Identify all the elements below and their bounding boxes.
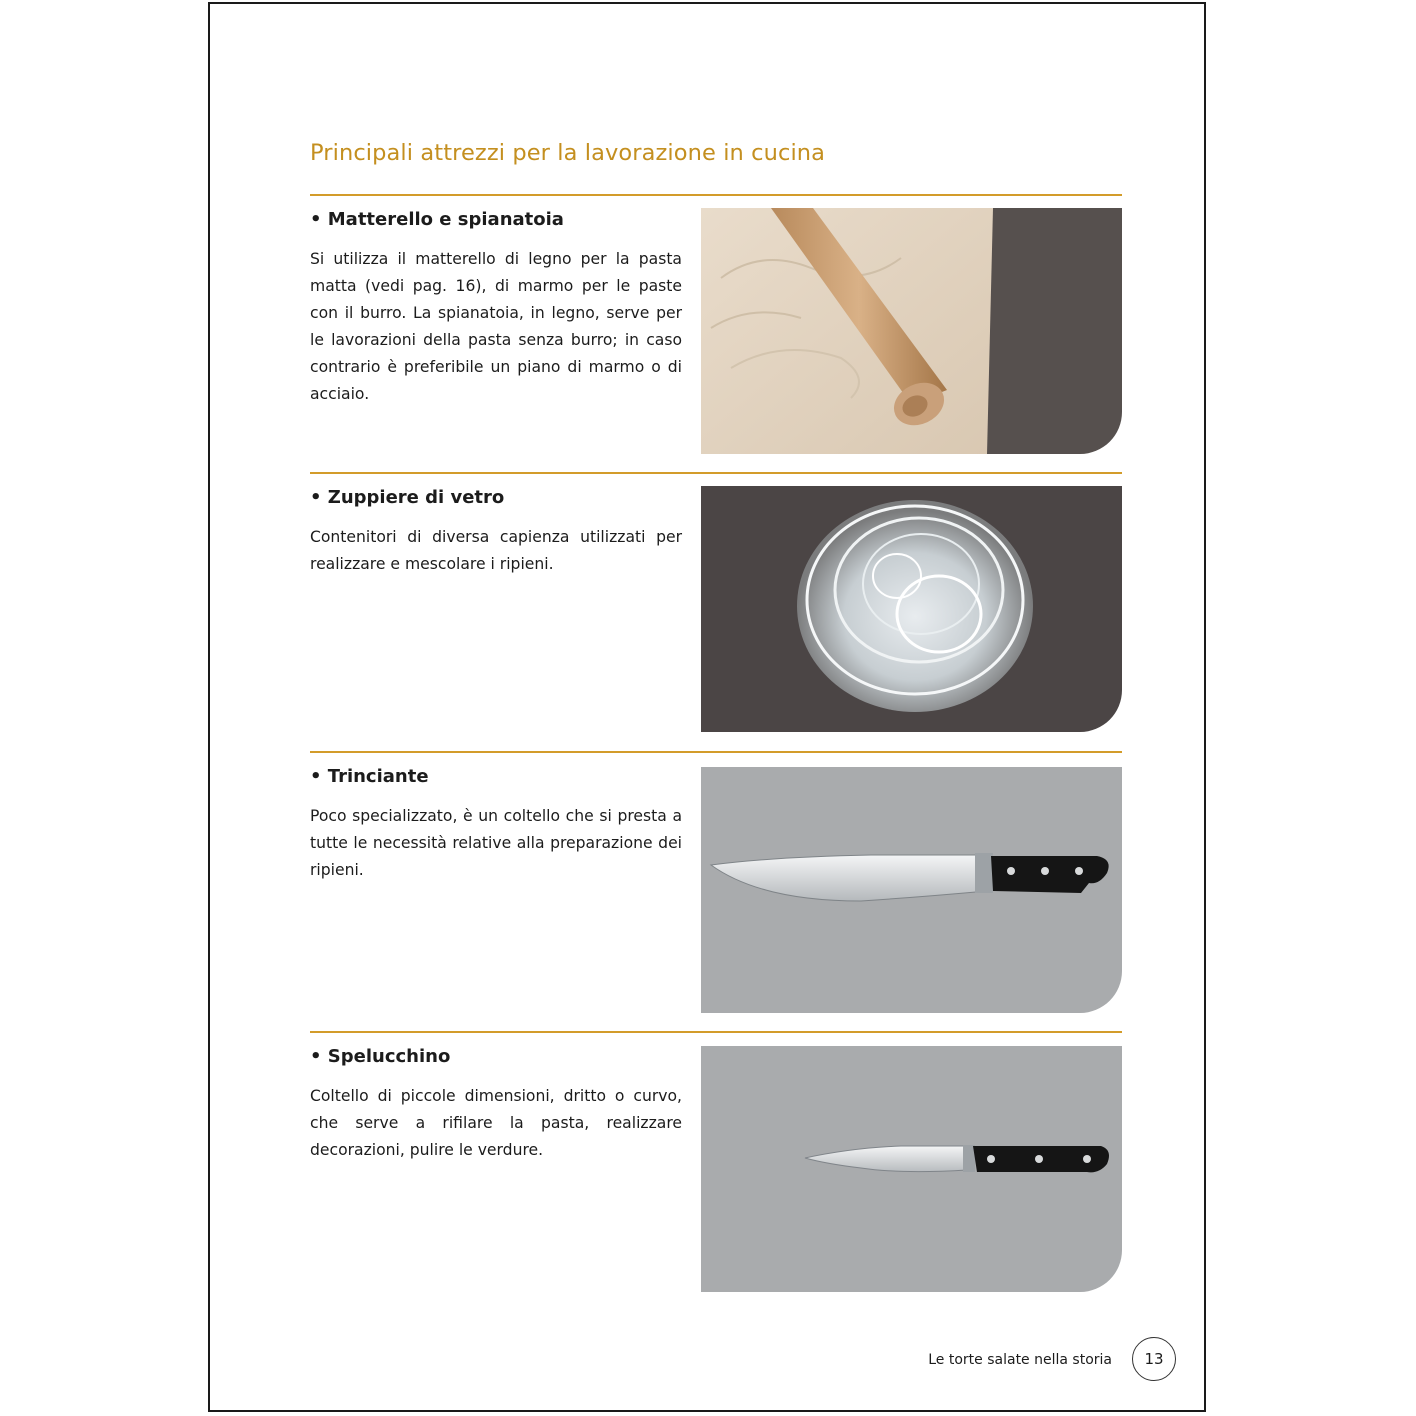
page-number: 13 <box>1132 1337 1176 1381</box>
section-divider <box>310 194 1122 196</box>
section-body: Coltello di piccole dimensioni, dritto o curvo, che serve a rifilare la pasta, realizzare decorazioni, pulire le verdure. <box>310 1087 682 1159</box>
footer-book-title: Le torte salate nella storia <box>928 1352 1112 1368</box>
section-body: Si utilizza il matterello di legno per la pasta matta (vedi pag. 16), di marmo per le paste con il burro. La spianatoia, in legno, serve per le lavorazioni della pasta senza burro; in caso contrario è preferibile un piano di marmo o di acciaio. <box>310 250 682 403</box>
section-heading: • Zuppiere di vetro <box>310 487 505 508</box>
rolling-pin-board-photo <box>701 208 1122 454</box>
section-body: Poco specializzato, è un coltello che si presta a tutte le necessità relative alla preparazione dei ripieni. <box>310 807 682 879</box>
section-heading: • Spelucchino <box>310 1046 451 1067</box>
section-divider <box>310 751 1122 753</box>
section-body: Contenitori di diversa capienza utilizzati per realizzare e mescolare i ripieni. <box>310 528 682 573</box>
section-divider <box>310 1031 1122 1033</box>
chef-knife-photo <box>701 767 1122 1013</box>
page-title: Principali attrezzi per la lavorazione in cucina <box>310 140 826 166</box>
section-heading: • Trinciante <box>310 766 429 787</box>
glass-bowls-photo <box>701 486 1122 732</box>
section-divider <box>310 472 1122 474</box>
section-heading: • Matterello e spianatoia <box>310 209 564 230</box>
paring-knife-photo <box>701 1046 1122 1292</box>
